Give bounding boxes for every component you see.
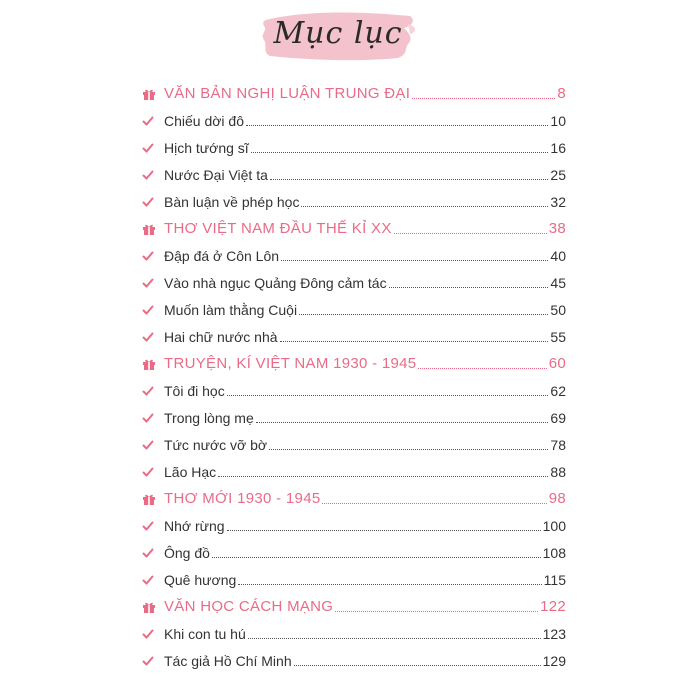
toc-label: Nhớ rừng [164, 517, 225, 534]
toc-page-number: 25 [550, 166, 566, 183]
check-icon [142, 547, 164, 559]
dot-leader [227, 394, 549, 396]
dot-leader [212, 556, 541, 558]
toc-page-number: 8 [557, 85, 566, 102]
dot-leader [270, 178, 549, 180]
toc-item [142, 431, 566, 458]
toc-item [142, 269, 566, 296]
toc-item [142, 512, 566, 539]
dot-leader [269, 448, 548, 450]
toc-page-number: 115 [543, 571, 566, 588]
check-icon [142, 520, 164, 532]
toc-page-number: 45 [550, 274, 566, 291]
toc-page-number: 78 [550, 436, 566, 453]
toc-item [142, 107, 566, 134]
toc-section [142, 593, 566, 620]
check-icon [142, 439, 164, 451]
toc-label: Chiếu dời đô [164, 112, 245, 129]
check-icon [142, 169, 164, 181]
toc-page-number: 38 [548, 220, 566, 237]
toc-page-number: 108 [542, 544, 566, 561]
toc-page-number: 10 [550, 112, 566, 129]
toc-page-number: 62 [550, 382, 566, 399]
check-icon [142, 655, 164, 667]
check-icon [142, 574, 164, 586]
toc-label: Muốn làm thằng Cuội [164, 301, 298, 318]
check-icon [142, 250, 164, 262]
check-icon [142, 142, 164, 154]
toc-label: Khi con tu hú [164, 625, 246, 642]
toc-label: VĂN BẢN NGHỊ LUẬN TRUNG ĐẠI [164, 85, 411, 102]
toc-label: Ông đồ [164, 544, 210, 561]
toc-section [142, 80, 566, 107]
toc-label: VĂN HỌC CÁCH MẠNG [164, 598, 334, 615]
toc-page-number: 98 [548, 490, 566, 507]
toc-page-number: 69 [550, 409, 566, 426]
toc-label: Hai chữ nước nhà [164, 328, 278, 345]
toc-page-number: 40 [550, 247, 566, 264]
toc-page-number: 129 [542, 652, 566, 669]
dot-leader [248, 637, 541, 639]
page-title: Mục lục [273, 16, 403, 51]
toc-item [142, 620, 566, 647]
toc-item [142, 296, 566, 323]
dot-leader [412, 97, 555, 99]
toc-label: Lão Hạc [164, 463, 217, 480]
toc-item [142, 377, 566, 404]
dot-leader [418, 367, 546, 369]
toc-page-number: 32 [550, 193, 566, 210]
check-icon [142, 304, 164, 316]
toc-item [142, 647, 566, 674]
dot-leader [389, 286, 549, 288]
dot-leader [246, 124, 548, 126]
check-icon [142, 412, 164, 424]
toc-page-number: 50 [550, 301, 566, 318]
toc-label: Hịch tướng sĩ [164, 139, 249, 156]
toc-section [142, 485, 566, 512]
toc-label: Tức nước vỡ bờ [164, 436, 268, 453]
toc-label: Vào nhà ngục Quảng Đông cảm tác [164, 274, 387, 291]
toc-item [142, 458, 566, 485]
check-icon [142, 466, 164, 478]
title-banner [258, 6, 418, 64]
dot-leader [281, 259, 548, 261]
check-icon [142, 277, 164, 289]
toc-item [142, 539, 566, 566]
toc-item [142, 161, 566, 188]
toc-label: Nước Đại Việt ta [164, 166, 268, 183]
dot-leader [394, 232, 547, 234]
toc-item [142, 134, 566, 161]
toc-item [142, 404, 566, 431]
dot-leader [251, 151, 549, 153]
dot-leader [227, 529, 541, 531]
dot-leader [322, 502, 546, 504]
toc-page-number: 123 [542, 625, 566, 642]
gift-icon [142, 87, 164, 101]
dot-leader [294, 664, 541, 666]
toc-page-number: 55 [550, 328, 566, 345]
dot-leader [218, 475, 548, 477]
toc-label: THƠ MỚI 1930 - 1945 [164, 490, 321, 507]
toc-label: THƠ VIỆT NAM ĐẦU THẾ KỈ XX [164, 220, 392, 237]
toc-item [142, 323, 566, 350]
dot-leader [238, 583, 541, 585]
toc-page-number: 88 [550, 463, 566, 480]
toc-page-number: 60 [548, 355, 566, 372]
dot-leader [301, 205, 548, 207]
toc-item [142, 566, 566, 593]
toc-label: Tôi đi học [164, 382, 225, 399]
table-of-contents [142, 80, 566, 674]
check-icon [142, 331, 164, 343]
toc-page-number: 16 [550, 139, 566, 156]
toc-page-number: 122 [540, 598, 566, 615]
toc-section [142, 215, 566, 242]
dot-leader [256, 421, 549, 423]
toc-label: Tác giả Hồ Chí Minh [164, 652, 292, 669]
dot-leader [299, 313, 548, 315]
check-icon [142, 196, 164, 208]
toc-page-number: 100 [542, 517, 566, 534]
toc-section [142, 350, 566, 377]
toc-label: Đập đá ở Côn Lôn [164, 247, 280, 264]
check-icon [142, 628, 164, 640]
toc-label: TRUYỆN, KÍ VIỆT NAM 1930 - 1945 [164, 355, 417, 372]
toc-label: Quê hương [164, 571, 237, 588]
gift-icon [142, 222, 164, 236]
gift-icon [142, 600, 164, 614]
gift-icon [142, 357, 164, 371]
dot-leader [280, 340, 549, 342]
toc-label: Trong lòng mẹ [164, 409, 254, 426]
toc-item [142, 242, 566, 269]
toc-label: Bàn luận về phép học [164, 193, 300, 210]
gift-icon [142, 492, 164, 506]
dot-leader [335, 610, 538, 612]
toc-item [142, 188, 566, 215]
check-icon [142, 385, 164, 397]
check-icon [142, 115, 164, 127]
